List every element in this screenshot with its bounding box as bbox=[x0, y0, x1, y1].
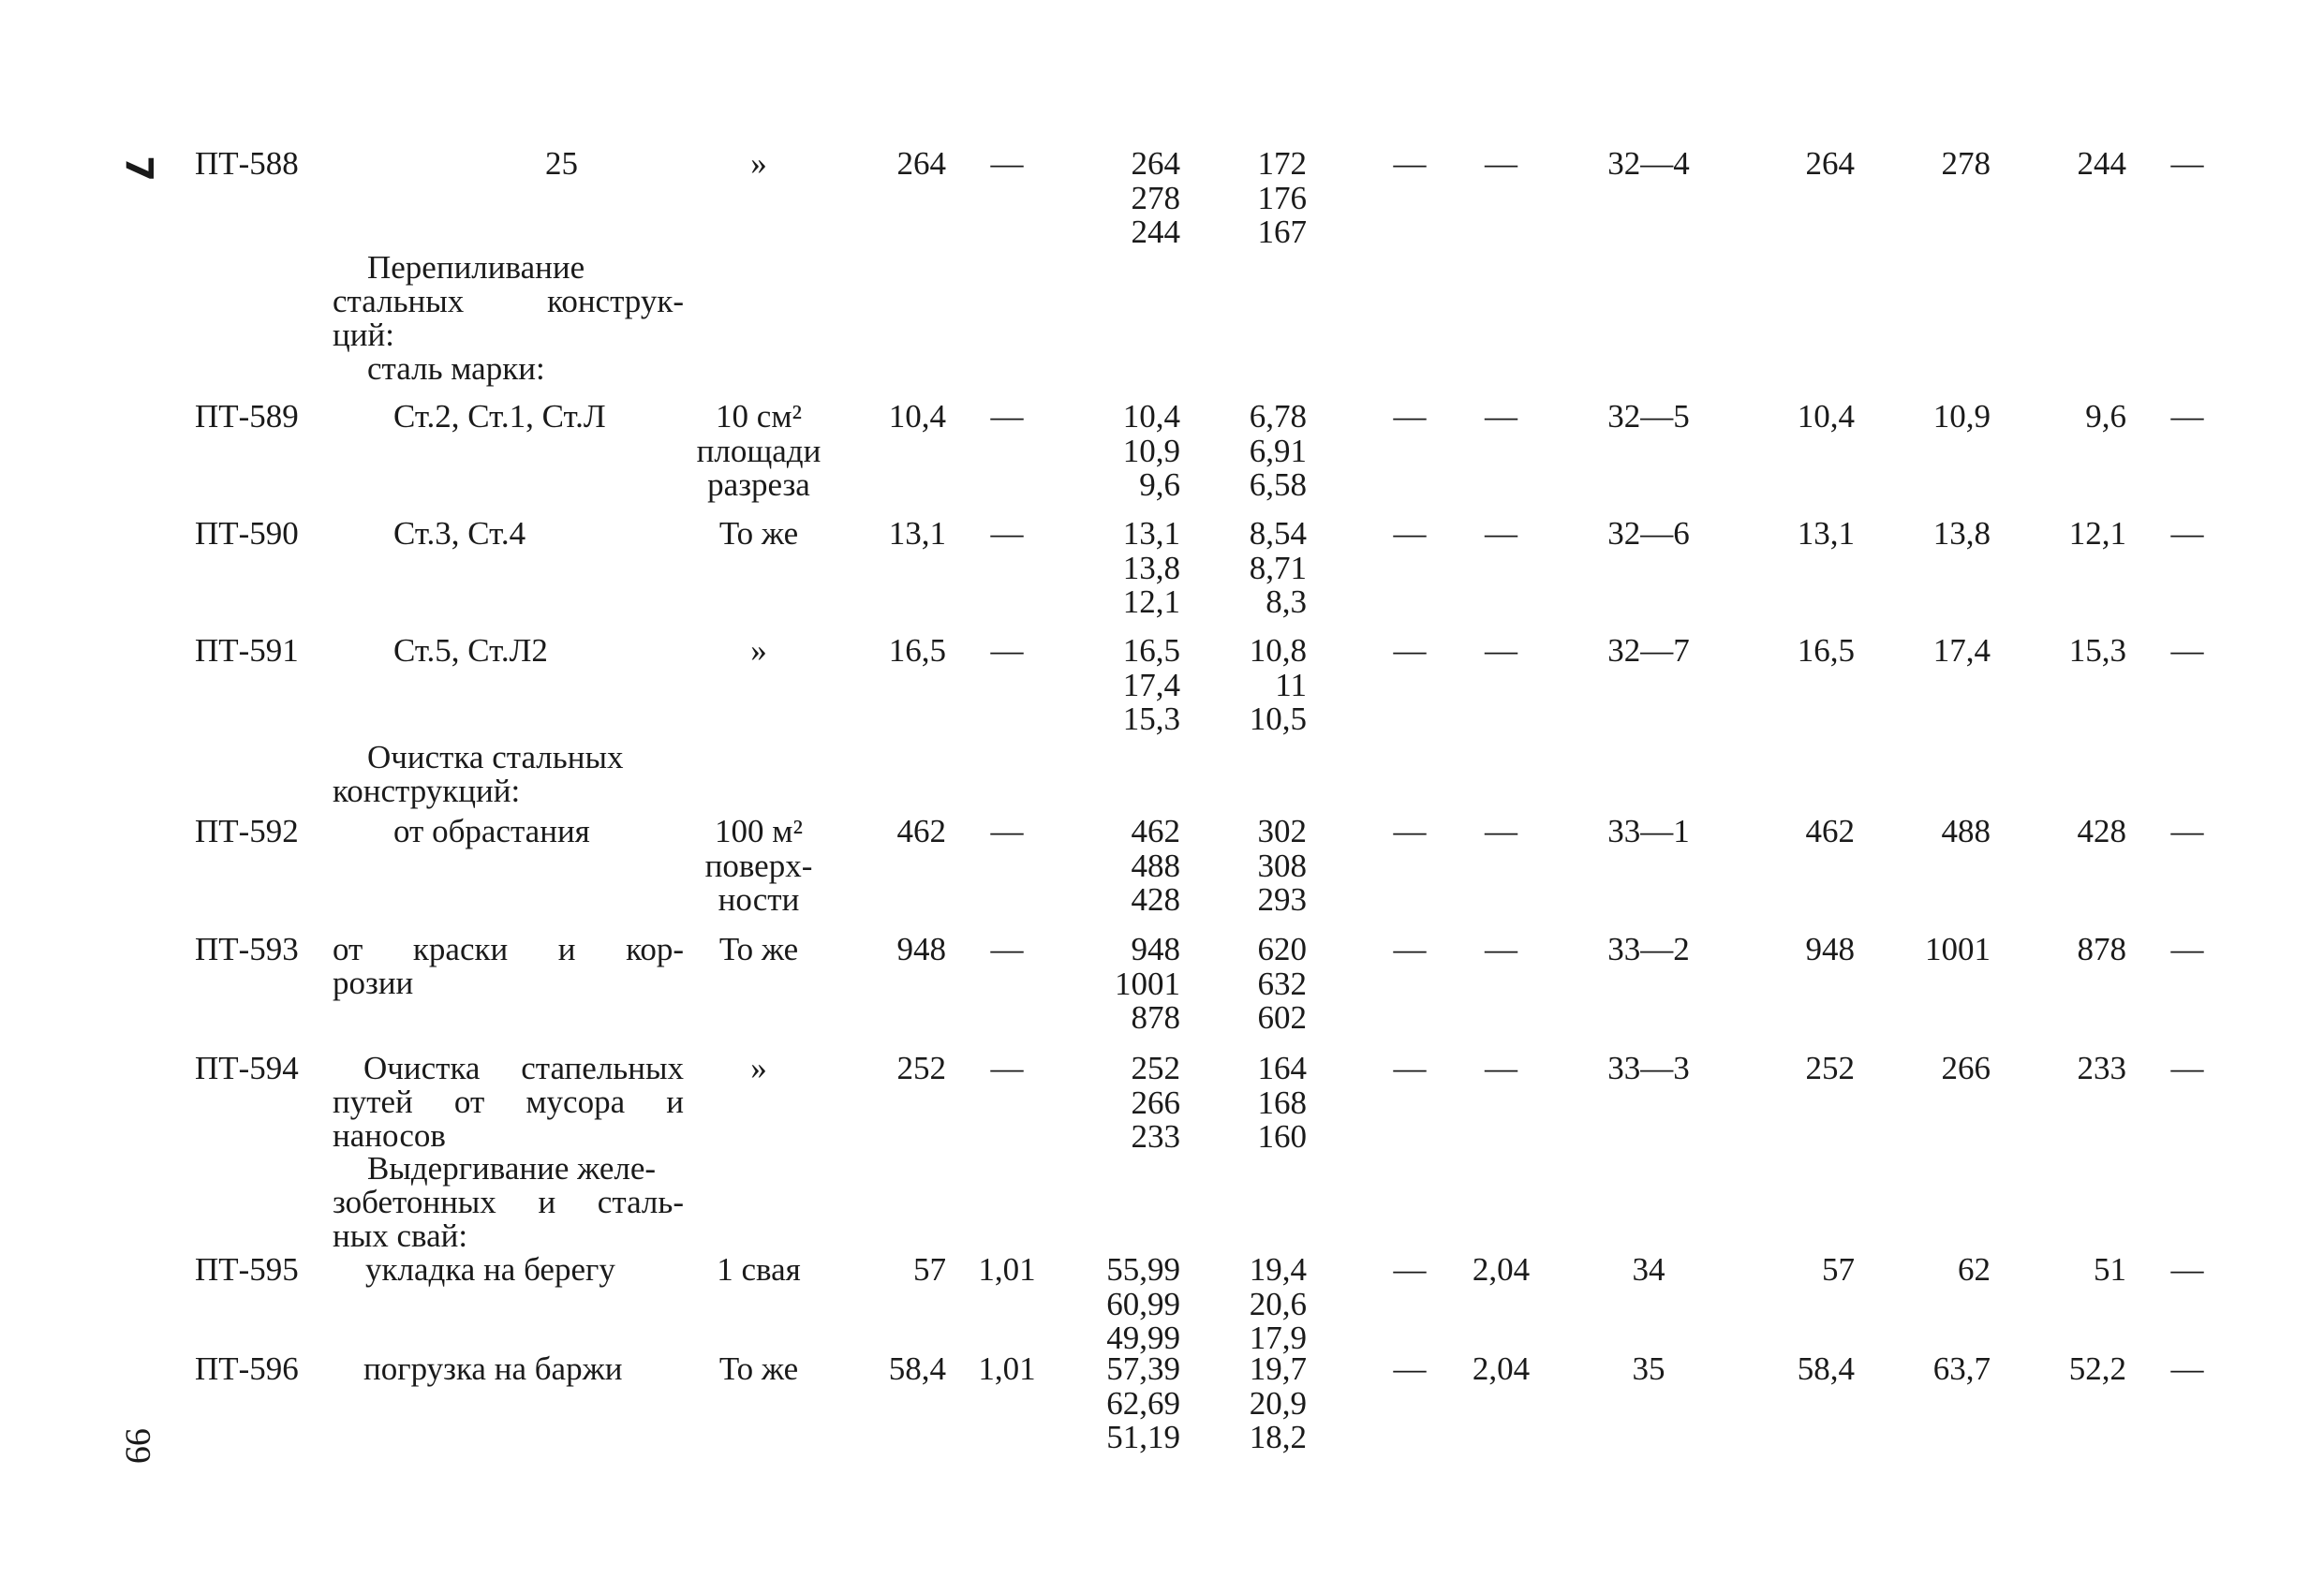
cell-c5: 462 488 428 bbox=[1131, 813, 1180, 918]
row-name: 25 bbox=[545, 145, 578, 182]
cell-c5: 13,1 13,8 12,1 bbox=[1122, 515, 1180, 620]
cell-c4: — bbox=[990, 632, 1024, 669]
cell-c12: 878 bbox=[2077, 931, 2126, 967]
cell-total: 58,4 bbox=[888, 1350, 946, 1387]
cell-c7: — bbox=[1393, 1350, 1427, 1387]
cell-c12: 15,3 bbox=[2068, 632, 2126, 669]
row-code: ПТ-593 bbox=[195, 931, 299, 967]
row-name: Очистка стапельных bbox=[363, 1050, 684, 1086]
row-name: Ст.5, Ст.Л2 bbox=[393, 632, 548, 669]
cell-c10: 10,4 bbox=[1797, 398, 1855, 435]
row-name: от обрастания bbox=[393, 813, 590, 849]
cell-c11: 266 bbox=[1941, 1050, 1991, 1086]
cell-c5: 10,4 10,9 9,6 bbox=[1122, 398, 1180, 503]
cell-c4: 1,01 bbox=[978, 1251, 1036, 1288]
cell-c10: 13,1 bbox=[1797, 515, 1855, 552]
heading-line: ных свай: bbox=[333, 1217, 468, 1254]
cell-c12: 12,1 bbox=[2068, 515, 2126, 552]
cell-c4: — bbox=[990, 515, 1024, 552]
cell-c6: 620 632 602 bbox=[1257, 931, 1307, 1036]
cell-c6: 164 168 160 bbox=[1257, 1050, 1307, 1155]
cell-total: 264 bbox=[896, 145, 946, 182]
cell-c10: 16,5 bbox=[1797, 632, 1855, 669]
cell-c7: — bbox=[1393, 632, 1427, 669]
cell-c13: — bbox=[2170, 1050, 2204, 1086]
heading-line: стальных конструк- bbox=[333, 283, 684, 319]
cell-c11: 278 bbox=[1941, 145, 1991, 182]
row-unit: 10 см² площади разреза bbox=[696, 398, 822, 503]
row-code: ПТ-595 bbox=[195, 1251, 299, 1288]
row-unit: » bbox=[750, 1050, 767, 1086]
cell-c10: 948 bbox=[1805, 931, 1855, 967]
cell-c13: — bbox=[2170, 813, 2204, 849]
cell-c11: 63,7 bbox=[1932, 1350, 1991, 1387]
cell-c7: — bbox=[1393, 813, 1427, 849]
cell-total: 13,1 bbox=[888, 515, 946, 552]
cell-c8: 2,04 bbox=[1472, 1251, 1531, 1288]
cell-c5: 252 266 233 bbox=[1131, 1050, 1180, 1155]
cell-total: 57 bbox=[913, 1251, 946, 1288]
cell-c8: — bbox=[1485, 398, 1517, 435]
row-unit: 100 м² поверх- ности bbox=[704, 813, 813, 918]
cell-ref: 32—6 bbox=[1607, 515, 1690, 552]
cell-c11: 62 bbox=[1958, 1251, 1991, 1288]
row-name: розии bbox=[333, 965, 414, 1001]
cell-c6: 19,4 20,6 17,9 bbox=[1249, 1251, 1307, 1356]
cell-c5: 264 278 244 bbox=[1131, 145, 1180, 250]
cell-c13: — bbox=[2170, 515, 2204, 552]
cell-c10: 462 bbox=[1805, 813, 1855, 849]
cell-c5: 55,99 60,99 49,99 bbox=[1106, 1251, 1180, 1356]
heading-line: Выдергивание желе- bbox=[367, 1150, 657, 1187]
cell-c13: — bbox=[2170, 931, 2204, 967]
cell-c8: 2,04 bbox=[1472, 1350, 1531, 1387]
cell-ref: 33—3 bbox=[1607, 1050, 1690, 1086]
cell-c6: 172 176 167 bbox=[1257, 145, 1307, 250]
row-name: путей от мусора и bbox=[333, 1084, 684, 1120]
cell-c4: — bbox=[990, 931, 1024, 967]
row-code: ПТ-589 bbox=[195, 398, 299, 435]
cell-total: 252 bbox=[896, 1050, 946, 1086]
heading-line: конструкций: bbox=[333, 773, 521, 809]
cell-c8: — bbox=[1485, 813, 1517, 849]
row-code: ПТ-596 bbox=[195, 1350, 299, 1387]
row-name: Ст.2, Ст.1, Ст.Л bbox=[393, 398, 606, 435]
cell-c8: — bbox=[1485, 632, 1517, 669]
cell-c12: 244 bbox=[2077, 145, 2126, 182]
cell-c7: — bbox=[1393, 515, 1427, 552]
cell-c6: 6,78 6,91 6,58 bbox=[1249, 398, 1307, 503]
cell-total: 948 bbox=[896, 931, 946, 967]
row-name: наносов bbox=[333, 1117, 446, 1154]
cell-c8: — bbox=[1485, 931, 1517, 967]
heading-line: Очистка стальных bbox=[367, 739, 624, 775]
cell-c4: — bbox=[990, 1050, 1024, 1086]
row-unit: » bbox=[750, 145, 767, 182]
row-code: ПТ-591 bbox=[195, 632, 299, 669]
cell-c8: — bbox=[1485, 1050, 1517, 1086]
cell-c13: — bbox=[2170, 398, 2204, 435]
cell-ref: 34 bbox=[1632, 1251, 1665, 1288]
cell-ref: 32—7 bbox=[1607, 632, 1690, 669]
cell-c6: 8,54 8,71 8,3 bbox=[1249, 515, 1307, 620]
row-unit: То же bbox=[718, 515, 799, 552]
cell-c5: 57,39 62,69 51,19 bbox=[1106, 1350, 1180, 1455]
heading-line: ций: bbox=[333, 317, 394, 353]
cell-total: 16,5 bbox=[888, 632, 946, 669]
side-mark: 7 bbox=[116, 155, 160, 182]
cell-ref: 32—5 bbox=[1607, 398, 1690, 435]
cell-c13: — bbox=[2170, 1350, 2204, 1387]
cell-c4: — bbox=[990, 398, 1024, 435]
row-unit: То же bbox=[718, 1350, 799, 1387]
row-name: укладка на берегу bbox=[365, 1251, 615, 1288]
cell-c10: 58,4 bbox=[1797, 1350, 1855, 1387]
cell-c4: 1,01 bbox=[978, 1350, 1036, 1387]
cell-c11: 13,8 bbox=[1932, 515, 1991, 552]
cell-c7: — bbox=[1393, 931, 1427, 967]
heading-line: сталь марки: bbox=[367, 350, 545, 387]
cell-c7: — bbox=[1393, 1050, 1427, 1086]
cell-c12: 9,6 bbox=[2085, 398, 2126, 435]
row-code: ПТ-594 bbox=[195, 1050, 299, 1086]
cell-c4: — bbox=[990, 813, 1024, 849]
cell-total: 462 bbox=[896, 813, 946, 849]
cell-c11: 488 bbox=[1941, 813, 1991, 849]
row-unit: То же bbox=[718, 931, 799, 967]
cell-c5: 16,5 17,4 15,3 bbox=[1122, 632, 1180, 737]
cell-c6: 19,7 20,9 18,2 bbox=[1249, 1350, 1307, 1455]
cell-c10: 252 bbox=[1805, 1050, 1855, 1086]
cell-c10: 57 bbox=[1822, 1251, 1855, 1288]
cell-c12: 233 bbox=[2077, 1050, 2126, 1086]
cell-c7: — bbox=[1393, 398, 1427, 435]
heading-line: Перепиливание bbox=[367, 249, 585, 286]
row-name: от краски и кор- bbox=[333, 931, 684, 967]
row-code: ПТ-588 bbox=[195, 145, 299, 182]
row-name: погрузка на баржи bbox=[363, 1350, 623, 1387]
cell-c12: 428 bbox=[2077, 813, 2126, 849]
cell-c7: — bbox=[1393, 1251, 1427, 1288]
cell-c11: 1001 bbox=[1925, 931, 1991, 967]
cell-ref: 33—2 bbox=[1607, 931, 1690, 967]
cell-total: 10,4 bbox=[888, 398, 946, 435]
cell-ref: 32—4 bbox=[1607, 145, 1690, 182]
cell-ref: 35 bbox=[1632, 1350, 1665, 1387]
cell-c6: 10,8 11 10,5 bbox=[1249, 632, 1307, 737]
heading-line: зобетонных и сталь- bbox=[333, 1184, 684, 1220]
cell-c12: 51 bbox=[2094, 1251, 2126, 1288]
cell-c6: 302 308 293 bbox=[1257, 813, 1307, 918]
row-code: ПТ-590 bbox=[195, 515, 299, 552]
row-unit: 1 свая bbox=[717, 1251, 801, 1288]
cell-c5: 948 1001 878 bbox=[1115, 931, 1180, 1036]
cell-c11: 10,9 bbox=[1932, 398, 1991, 435]
cell-c10: 264 bbox=[1805, 145, 1855, 182]
cell-c13: — bbox=[2170, 632, 2204, 669]
row-code: ПТ-592 bbox=[195, 813, 299, 849]
cell-c8: — bbox=[1485, 515, 1517, 552]
cell-c13: — bbox=[2170, 145, 2204, 182]
row-unit: » bbox=[750, 632, 767, 669]
row-name: Ст.3, Ст.4 bbox=[393, 515, 526, 552]
cell-c8: — bbox=[1485, 145, 1517, 182]
cell-c11: 17,4 bbox=[1932, 632, 1991, 669]
cell-c13: — bbox=[2170, 1251, 2204, 1288]
cell-ref: 33—1 bbox=[1607, 813, 1690, 849]
cell-c7: — bbox=[1393, 145, 1427, 182]
page-number: 99 bbox=[118, 1428, 157, 1464]
cell-c4: — bbox=[990, 145, 1024, 182]
cell-c12: 52,2 bbox=[2068, 1350, 2126, 1387]
